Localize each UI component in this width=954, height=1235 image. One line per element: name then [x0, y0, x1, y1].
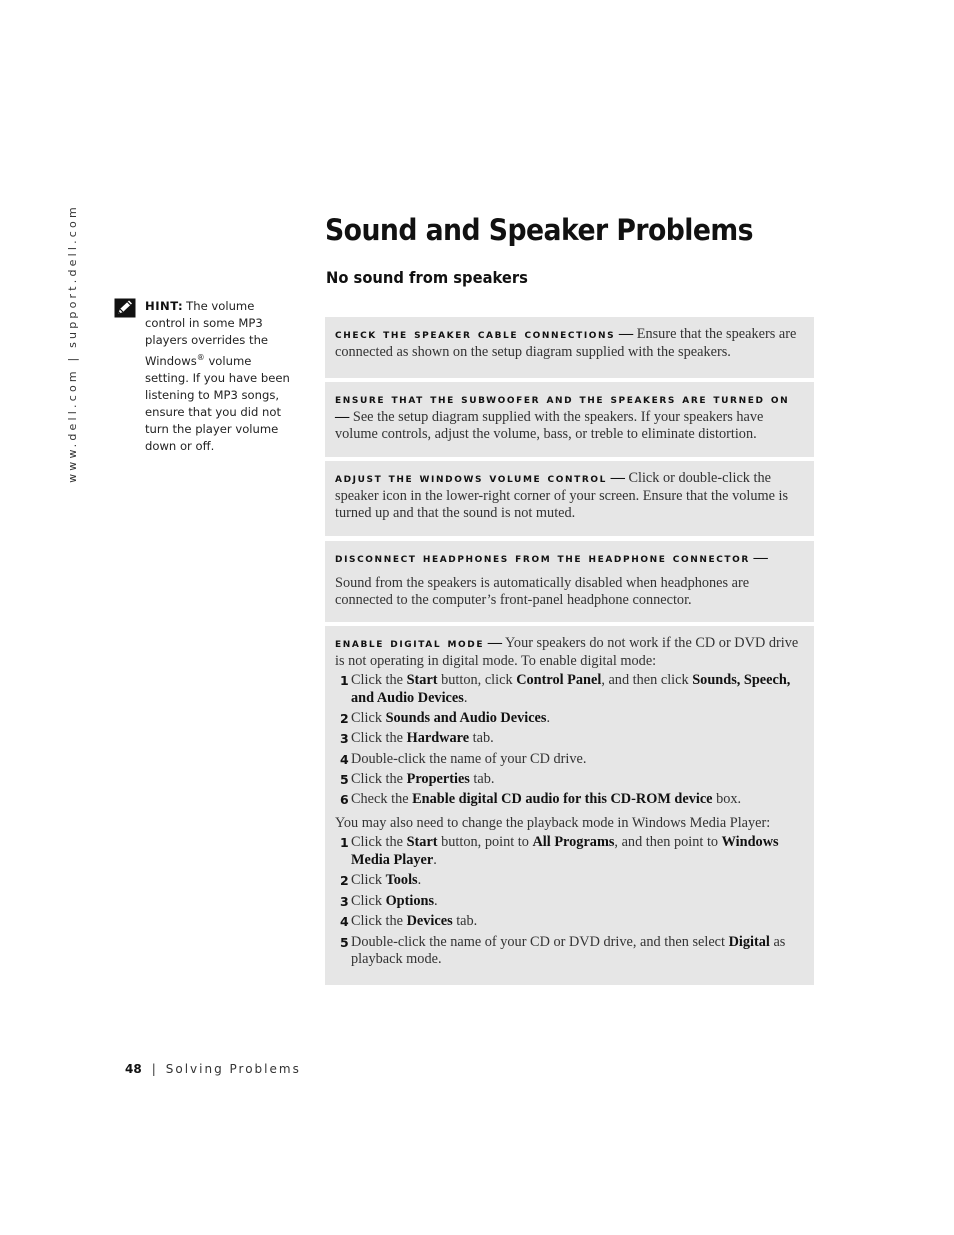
step-item — [335, 872, 802, 890]
step-item — [335, 710, 802, 728]
em-dash: — — [335, 408, 350, 425]
ui-term: Tools — [385, 872, 418, 889]
steps-list-digital-mode — [335, 672, 802, 809]
tip-body: See the setup diagram supplied with the speakers. If your speakers have volume controls, adjust the volume, bass, or treble to eliminate distortion. — [335, 408, 764, 442]
tip-body-media-player: You may also need to change the playback mode in Windows Media Player: — [335, 814, 771, 831]
em-dash: — — [618, 326, 634, 342]
step-item — [335, 751, 802, 769]
tip-paragraph — [335, 326, 802, 361]
step-text: . — [463, 689, 468, 706]
step-text: Click the — [351, 771, 407, 788]
tip-paragraph — [335, 391, 802, 444]
step-number: 2 — [340, 873, 349, 889]
steps-list-media-player — [335, 834, 802, 968]
tip-panel-windows-volume — [325, 461, 814, 536]
step-number: 5 — [340, 772, 349, 788]
step-text: , and then click — [601, 672, 693, 688]
registered-mark: ® — [196, 353, 205, 362]
step-text: as playback mode. — [351, 933, 786, 968]
tip-heading: ensure that the subwoofer and the speakers are turned on — [335, 391, 790, 407]
tip-panel-digital-mode — [325, 626, 814, 985]
ui-term: Windows Media Player — [351, 834, 779, 868]
section-title: No sound from speakers — [326, 268, 528, 287]
step-number: 5 — [340, 934, 349, 950]
tip-panel-speaker-cable — [325, 317, 814, 378]
ui-term: Properties — [406, 771, 470, 788]
step-number: 2 — [340, 710, 349, 726]
step-number: 4 — [340, 751, 349, 767]
ui-term: Start — [406, 672, 438, 688]
step-text: button, point to — [437, 834, 533, 851]
tip-paragraph — [335, 635, 802, 670]
step-number: 3 — [340, 731, 349, 747]
side-url — [60, 203, 84, 483]
step-text: Click — [351, 892, 386, 909]
step-item — [335, 834, 802, 869]
tip-heading: disconnect headphones from the headphone connector — [335, 550, 750, 566]
tip-heading: enable digital mode — [335, 635, 485, 651]
step-text: . — [417, 872, 422, 889]
ui-term: All Programs — [532, 834, 615, 851]
step-text: , and then point to — [614, 834, 722, 851]
footer-section-name: Solving Problems — [165, 1062, 301, 1076]
ui-term: Hardware — [406, 730, 470, 747]
tip-heading-line — [335, 550, 802, 568]
footer-separator: | — [151, 1062, 156, 1076]
hint-label: HINT: — [145, 299, 184, 313]
step-text: Double-click the name of your CD drive. — [351, 750, 587, 767]
tip-body: Sound from the speakers is automatically disabled when headphones are connected to the computer’s front-panel headphone connector. — [335, 574, 750, 608]
step-text: Click the — [351, 834, 407, 851]
em-dash: — — [753, 550, 768, 566]
step-number: 4 — [340, 914, 349, 930]
ui-term: Devices — [406, 913, 453, 930]
em-dash: — — [487, 635, 502, 651]
step-text: Click the — [351, 730, 407, 747]
tip-heading: adjust the windows volume control — [335, 470, 607, 486]
ui-term: Sounds and Audio Devices — [385, 709, 547, 726]
tip-body: Ensure that the speakers are connected as shown on the setup diagram supplied with the speakers. — [335, 326, 797, 360]
ui-term: Digital — [728, 933, 770, 950]
ui-term: Sounds, Speech, and Audio Devices — [351, 672, 791, 706]
ui-term: Enable digital CD audio for this CD-ROM device — [412, 791, 713, 808]
step-item — [335, 893, 802, 911]
step-text: Double-click the name of your CD or DVD drive, and then select — [351, 933, 729, 950]
step-text: . — [434, 892, 438, 909]
ui-term: Options — [385, 892, 435, 909]
page-footer — [125, 1062, 301, 1076]
pencil-note-icon — [114, 298, 136, 318]
ui-term: Start — [406, 834, 438, 851]
page-number: 48 — [125, 1062, 142, 1076]
step-text: Click the — [351, 672, 407, 688]
step-item — [335, 934, 802, 969]
step-text: tab. — [469, 730, 494, 747]
tip-body: Your speakers do not work if the CD or DVD drive is not operating in digital mode. To enable digital mode: — [335, 635, 799, 669]
page-title: Sound and Speaker Problems — [325, 213, 754, 247]
step-text: Check the — [351, 791, 413, 808]
step-text: button, click — [437, 672, 517, 688]
step-number: 3 — [340, 893, 349, 909]
step-number: 1 — [340, 835, 349, 851]
step-text: Click the — [351, 913, 407, 930]
hint-text-before: The volume control in some MP3 players overrides the Windows — [145, 299, 269, 368]
step-text: box. — [712, 791, 742, 808]
hint-text-after: volume setting. If you have been listening to MP3 songs, ensure that you did not turn the player volume down or off. — [145, 353, 290, 453]
step-item — [335, 672, 802, 707]
step-item — [335, 730, 802, 748]
tip-heading: check the speaker cable connections — [335, 326, 616, 342]
step-text: . — [546, 709, 551, 726]
hint-text — [145, 298, 295, 455]
tip-paragraph — [335, 470, 802, 523]
step-item — [335, 913, 802, 931]
ui-term: Control Panel — [516, 672, 602, 688]
step-number: 1 — [340, 673, 349, 688]
tip-panel-headphones — [325, 541, 814, 622]
step-text: Click — [351, 709, 386, 726]
step-text: tab. — [452, 913, 478, 930]
tip-body: Click or double-click the speaker icon in the lower-right corner of your screen. Ensure that the volume is turned up and that the sound is not muted. — [335, 470, 789, 521]
step-number: 6 — [340, 792, 349, 808]
step-item — [335, 791, 802, 809]
side-url-text: www.dell.com | support.dell.com — [65, 203, 79, 483]
em-dash: — — [610, 470, 625, 486]
step-item — [335, 771, 802, 789]
tip-panel-subwoofer — [325, 382, 814, 457]
step-text: . — [433, 851, 437, 868]
step-text: Click — [351, 872, 386, 889]
step-text: tab. — [469, 771, 495, 788]
